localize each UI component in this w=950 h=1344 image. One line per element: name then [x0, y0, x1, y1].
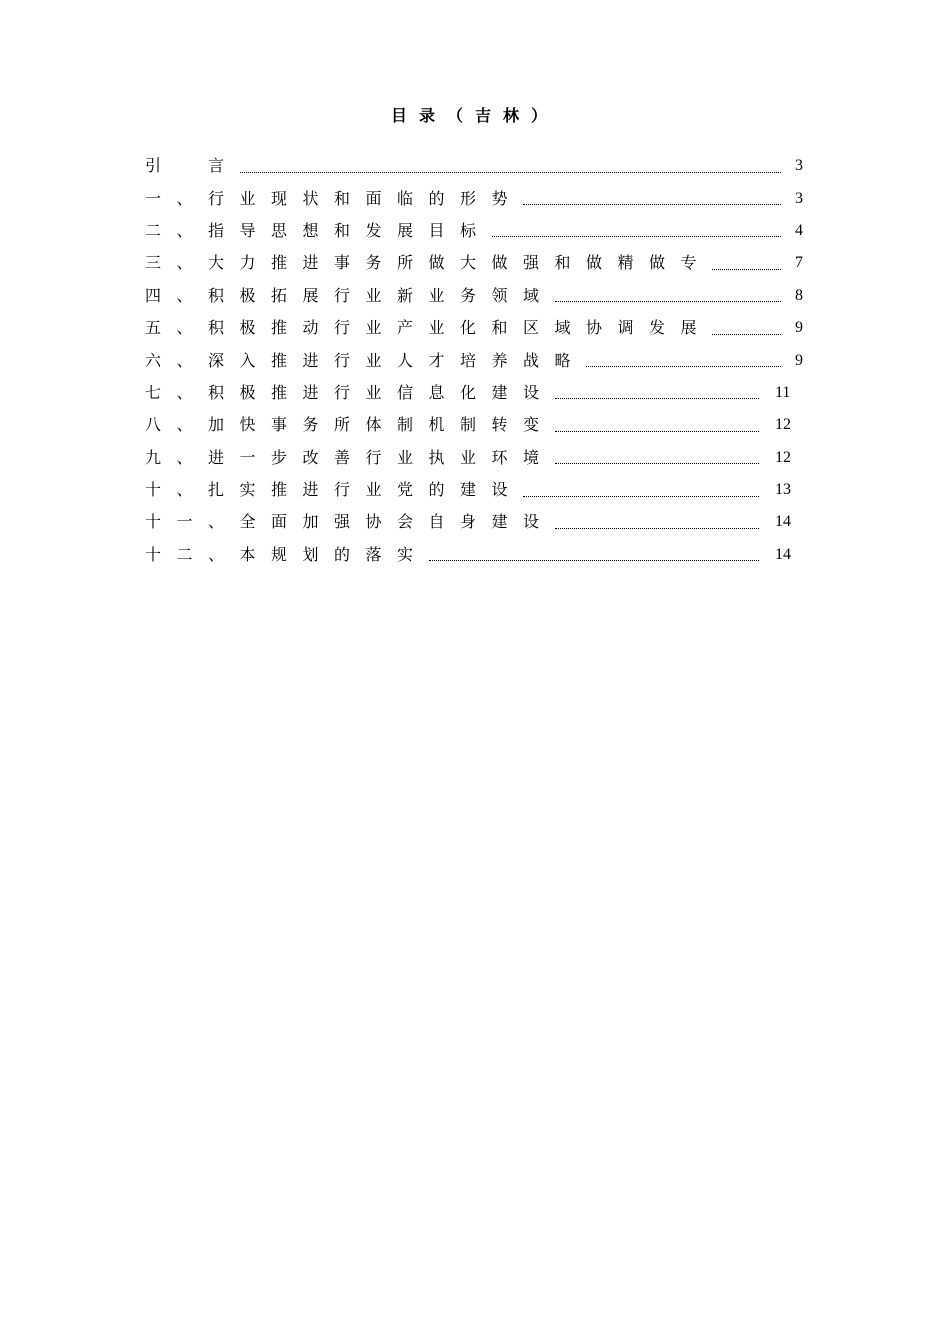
- toc-dot-leader: [523, 194, 781, 205]
- toc-entry[interactable]: [145, 280, 805, 312]
- toc-entry[interactable]: [145, 539, 805, 571]
- toc-entry-label: 引 言: [145, 156, 240, 176]
- toc-entry-label: 十、扎实推进行业党的建设: [145, 480, 524, 500]
- toc-entry-page: 12: [775, 416, 791, 434]
- toc-entry-page: 11: [775, 383, 791, 401]
- toc-entry-label: 十二、本规划的落实: [145, 544, 429, 564]
- toc-title: 目录（吉林）: [390, 106, 559, 125]
- toc-entry-page: 8: [795, 286, 803, 304]
- toc-entry[interactable]: [145, 247, 805, 279]
- toc-entry-label: 三、大力推进事务所做大做强和做精做专: [145, 253, 713, 273]
- toc-entry[interactable]: [145, 150, 805, 182]
- toc-entry-page: 9: [795, 351, 803, 369]
- toc-entry-label: 十一、全面加强协会自身建设: [145, 512, 555, 532]
- toc-dot-leader: [240, 162, 781, 173]
- toc-entry[interactable]: [145, 377, 805, 409]
- toc-dot-leader: [712, 259, 781, 270]
- toc-entry[interactable]: [145, 312, 805, 344]
- toc-entry[interactable]: [145, 442, 805, 474]
- toc-entry-page: 3: [795, 189, 803, 207]
- toc-dot-leader: [555, 453, 759, 464]
- toc-entry-page: 13: [775, 481, 791, 499]
- toc-dot-leader: [555, 388, 759, 399]
- toc-dot-leader: [555, 291, 781, 302]
- toc-entry-page: 12: [775, 448, 791, 466]
- toc-entry[interactable]: [145, 344, 805, 376]
- toc-entry-page: 14: [775, 545, 791, 563]
- toc-entry-label: 五、积极推动行业产业化和区域协调发展: [145, 318, 713, 338]
- toc-entry[interactable]: [145, 182, 805, 214]
- toc-entry-label: 八、加快事务所体制机制转变: [145, 415, 555, 435]
- toc-dot-leader: [555, 518, 759, 529]
- toc-dot-leader: [429, 550, 759, 561]
- toc-entry-label: 六、深入推进行业人才培养战略: [145, 350, 587, 370]
- toc-dot-leader: [555, 421, 759, 432]
- toc-entry-label: 四、积极拓展行业新业务领域: [145, 285, 555, 305]
- toc-entry-page: 14: [775, 513, 791, 531]
- toc-dot-leader: [523, 486, 759, 497]
- toc-entry-page: 9: [795, 319, 803, 337]
- toc-entry-page: 4: [795, 221, 803, 239]
- toc-entry-label: 二、指导思想和发展目标: [145, 220, 492, 240]
- toc-entry-page: 3: [795, 157, 803, 175]
- toc-entry[interactable]: [145, 506, 805, 538]
- toc-entry[interactable]: [145, 409, 805, 441]
- toc-dot-leader: [586, 356, 781, 367]
- toc-dot-leader: [712, 324, 781, 335]
- toc-entry[interactable]: [145, 474, 805, 506]
- toc-entry[interactable]: [145, 215, 805, 247]
- toc-entry-label: 一、行业现状和面临的形势: [145, 188, 524, 208]
- toc-entry-page: 7: [795, 254, 803, 272]
- toc-entry-label: 七、积极推进行业信息化建设: [145, 382, 555, 402]
- toc-dot-leader: [492, 226, 781, 237]
- toc-entry-label: 九、进一步改善行业执业环境: [145, 447, 555, 467]
- toc-list: [145, 150, 805, 571]
